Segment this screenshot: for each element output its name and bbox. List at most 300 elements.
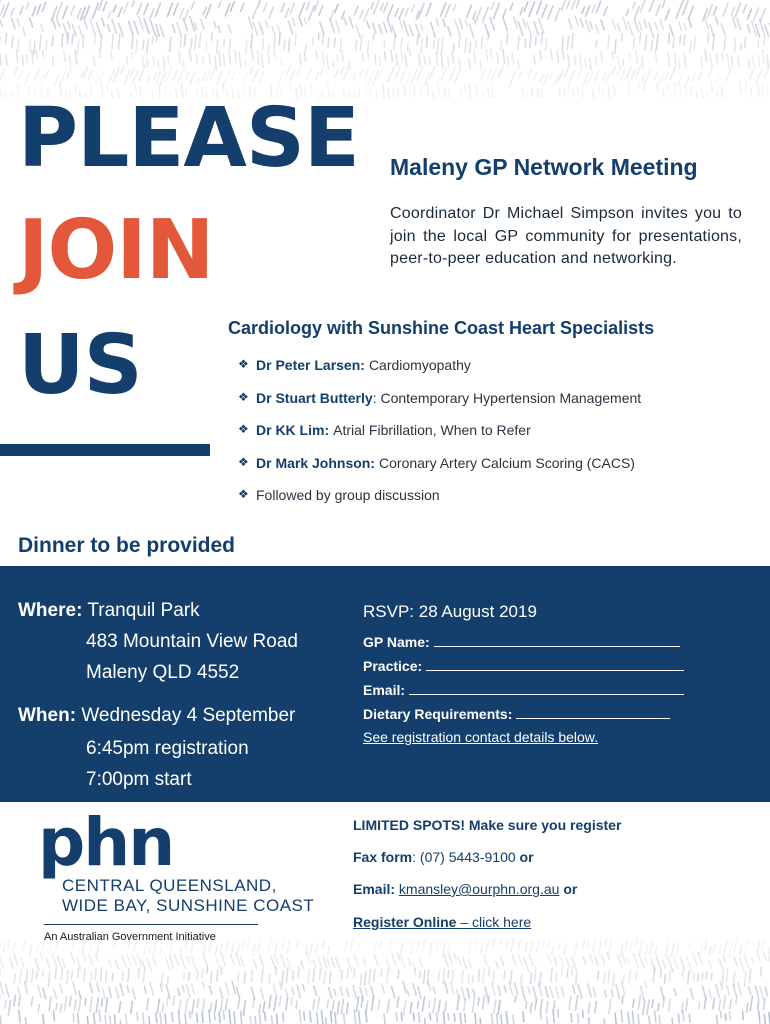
pattern-dash [364,9,369,21]
pattern-dash [22,55,23,65]
pattern-dash [274,997,276,1011]
pattern-dash [356,40,357,50]
pattern-dash [36,50,37,60]
pattern-dash [542,4,547,17]
pattern-dash [355,6,358,14]
pattern-dash [281,58,282,65]
pattern-dash [365,85,366,94]
pattern-dash [501,41,502,50]
pattern-dash [114,1015,115,1024]
pattern-dash [64,996,66,1010]
pattern-dash [77,41,78,55]
practice-field [363,656,684,674]
pattern-dash [173,996,174,1006]
pattern-dash [52,36,53,47]
pattern-dash [400,944,403,958]
pattern-dash [265,20,267,27]
pattern-dash [336,20,340,32]
pattern-dash [210,1004,211,1012]
pattern-dash [758,41,759,47]
pattern-dash [674,989,676,996]
pattern-dash [72,34,73,44]
pattern-dash [211,33,212,40]
pattern-dash [388,5,393,19]
pattern-dash [433,998,435,1013]
pattern-dash [710,25,714,36]
pattern-dash [42,50,43,56]
pattern-dash [190,17,195,31]
pattern-dash [400,68,406,83]
pattern-dash [373,34,374,40]
pattern-dash [473,998,475,1012]
pattern-dash [512,52,513,64]
pattern-dash [67,970,68,983]
pattern-dash [354,954,358,966]
pattern-dash [197,78,200,84]
pattern-dash [131,1002,133,1014]
pattern-dash [596,25,599,33]
pattern-dash [344,18,346,25]
or-text: or [519,849,534,865]
pattern-dash [753,8,758,21]
pattern-dash [587,938,589,947]
pattern-dash [617,24,619,31]
pattern-dash [665,72,668,80]
pattern-dash [152,37,153,43]
pattern-dash [288,38,289,51]
pattern-dash [531,943,533,952]
pattern-dash [298,967,299,977]
pattern-dash [73,1014,74,1022]
pattern-dash [192,1000,194,1014]
pattern-dash [144,986,146,993]
pattern-dash [279,996,281,1006]
pattern-dash [662,1,665,8]
pattern-dash [545,38,546,50]
list-item [238,487,641,520]
pattern-dash [716,984,719,997]
pattern-dash [740,82,741,94]
pattern-dash [531,973,532,984]
pattern-dash [457,996,459,1010]
pattern-dash [709,66,714,77]
pattern-dash [486,940,489,954]
pattern-dash [48,973,49,987]
pattern-dash [406,72,411,84]
pattern-dash [518,59,519,67]
pattern-dash [571,1014,572,1022]
pattern-dash [239,52,241,67]
pattern-dash [278,71,284,85]
pattern-dash [52,954,56,966]
pattern-dash [459,19,462,28]
pattern-dash [314,1,318,11]
pattern-dash [142,57,143,67]
pattern-dash [299,17,302,26]
pattern-dash [765,25,769,36]
pattern-dash [757,942,759,955]
pattern-dash [476,86,477,98]
pattern-dash [631,68,635,78]
pattern-dash [467,988,470,997]
pattern-dash [361,997,362,1007]
pattern-dash [351,939,353,951]
pattern-dash [281,3,284,12]
pattern-dash [103,2,106,11]
pattern-dash [716,17,718,24]
pattern-dash [147,998,149,1010]
pattern-dash [438,972,439,982]
pattern-dash [646,944,648,955]
click-here-link[interactable]: – click here [456,914,532,930]
pattern-dash [113,5,116,12]
when-line [18,705,295,727]
pattern-dash [257,51,259,65]
pattern-dash [622,996,623,1004]
pattern-dash [433,987,435,993]
online-line[interactable] [353,914,531,930]
pattern-dash [524,958,529,972]
pattern-dash [540,973,541,986]
pattern-dash [465,38,466,52]
pattern-dash [454,952,457,960]
pattern-dash [379,55,380,65]
pattern-dash [474,51,476,64]
when-label: When: [18,705,77,726]
pattern-dash [680,83,681,94]
pattern-dash [694,973,695,980]
pattern-dash [590,954,593,962]
pattern-dash [147,74,150,81]
pattern-dash [567,36,568,50]
pattern-dash [442,67,447,79]
pattern-dash [672,1018,673,1024]
pattern-dash [381,969,382,976]
pattern-dash [528,987,530,993]
pattern-dash [714,944,716,952]
pattern-dash [583,91,584,98]
pattern-dash [618,56,619,66]
pattern-dash [451,983,454,994]
pattern-dash [321,1011,322,1024]
pattern-dash [496,961,499,968]
pattern-dash [569,19,572,28]
pattern-dash [764,35,765,44]
pattern-dash [392,986,395,998]
pattern-dash [411,69,417,83]
pattern-dash [659,73,665,87]
pattern-dash [668,53,670,66]
pattern-dash [405,55,406,67]
fax-label: Fax form [353,849,413,865]
pattern-dash [583,956,586,964]
pattern-dash [184,974,185,980]
pattern-dash [395,66,400,78]
pattern-dash [252,51,253,60]
pattern-dash [132,0,134,6]
pattern-dash [458,956,461,965]
pattern-dash [100,35,101,50]
pattern-dash [279,33,280,45]
pattern-dash [262,969,263,982]
pattern-dash [252,10,255,19]
pattern-dash [760,9,765,22]
pattern-dash [75,49,77,64]
pattern-dash [545,987,548,998]
pattern-dash [118,7,122,17]
pattern-dash [63,6,68,18]
pattern-dash [328,38,329,48]
pattern-dash [359,1011,360,1023]
pattern-dash [653,967,654,982]
pattern-dash [223,72,229,87]
pattern-dash [498,1000,500,1014]
pattern-dash [629,969,630,982]
pattern-dash [702,973,703,980]
pattern-dash [480,1018,481,1024]
pattern-dash [546,1002,548,1013]
pattern-dash [557,50,558,62]
pattern-dash [5,1000,6,1008]
pattern-dash [469,59,470,69]
pattern-dash [683,1,688,15]
pattern-dash [734,957,737,966]
pattern-dash [180,9,184,19]
pattern-dash [162,1004,163,1013]
pattern-dash [139,17,143,31]
pattern-dash [368,53,369,60]
pattern-dash [309,6,315,20]
pattern-dash [55,74,59,85]
pattern-dash [423,939,425,949]
pattern-dash [465,20,467,27]
pattern-dash [387,968,388,983]
meeting-title: Maleny GP Network Meeting [390,154,698,180]
pattern-dash [283,1013,284,1022]
pattern-dash [261,988,264,998]
pattern-dash [243,1001,245,1016]
pattern-dash [741,44,742,50]
pattern-dash [632,1011,633,1024]
pattern-dash [32,7,36,16]
pattern-dash [700,943,702,955]
pattern-dash [654,71,657,79]
pattern-dash [14,954,18,965]
pattern-dash [175,955,178,965]
pattern-dash [144,4,148,14]
pattern-dash [599,942,601,954]
pattern-dash [62,34,63,47]
pattern-dash [0,20,2,26]
pattern-dash [420,971,421,977]
pattern-dash [199,34,200,48]
pattern-dash [418,986,421,998]
pattern-dash [337,55,338,61]
pattern-dash [211,972,212,983]
pattern-dash [333,61,334,67]
pattern-dash [452,971,453,983]
pattern-dash [762,941,764,951]
pattern-dash [313,1000,314,1009]
pattern-dash [257,1,260,8]
pattern-dash [285,8,289,17]
pattern-dash [676,942,679,955]
register-online-link[interactable]: Register Online [353,914,457,930]
pattern-dash [562,967,563,975]
pattern-dash [494,1000,496,1013]
pattern-dash [341,999,343,1013]
pattern-dash [738,982,741,995]
pattern-dash [253,22,257,35]
pattern-dash [679,60,680,69]
pattern-dash [468,959,471,968]
pattern-dash [753,56,754,64]
pattern-dash [443,1012,444,1024]
pattern-dash [738,56,739,67]
phn-logo [38,804,328,950]
pattern-dash [627,67,632,79]
pattern-dash [6,985,9,997]
pattern-dash [707,4,712,17]
heading-us: US [18,318,142,413]
pattern-dash [721,87,722,98]
pattern-dash [767,55,769,68]
pattern-dash [469,24,473,37]
pattern-dash [189,972,190,980]
pattern-dash [217,970,218,981]
pattern-dash [577,88,578,94]
pattern-dash [6,33,7,42]
pattern-dash [586,20,590,32]
pattern-dash [100,49,101,57]
pattern-dash [185,10,189,20]
see-details-link[interactable]: See registration contact details below. [363,729,599,745]
pattern-dash [172,25,175,33]
pattern-dash [71,953,75,963]
pattern-dash [54,989,57,999]
pattern-dash [399,9,403,19]
pattern-dash [683,1010,684,1021]
pattern-dash [124,70,130,85]
pattern-dash [277,1014,278,1024]
pattern-dash [192,957,197,971]
pattern-dash [760,20,765,34]
pattern-dash [595,957,598,965]
pattern-dash [269,996,271,1009]
pattern-dash [665,9,669,20]
pattern-dash [515,983,518,994]
pattern-dash [670,25,674,36]
pattern-dash [533,987,537,1001]
pattern-dash [13,944,14,951]
pattern-dash [187,957,190,964]
pattern-dash [529,955,533,966]
pattern-dash [57,2,63,17]
pattern-dash [713,7,716,15]
pattern-dash [758,1001,759,1009]
pattern-dash [301,961,304,969]
pattern-dash [182,985,184,992]
pattern-dash [655,23,658,31]
pattern-dash [586,6,590,16]
pattern-dash [220,1000,222,1012]
pattern-dash [25,74,29,84]
pattern-dash [669,33,670,43]
pattern-dash [490,18,494,31]
pattern-dash [321,67,324,75]
pattern-dash [52,18,55,28]
pattern-dash [740,959,744,972]
pattern-dash [628,1012,629,1024]
pattern-dash [206,43,207,51]
pattern-dash [627,958,629,965]
pattern-dash [63,24,68,38]
pattern-dash [642,74,645,81]
pattern-dash [384,1014,385,1024]
pattern-dash [174,3,178,14]
pattern-dash [93,4,99,19]
pattern-dash [214,22,216,28]
pattern-dash [101,968,102,981]
pattern-dash [481,947,482,953]
pattern-dash [530,36,531,48]
pattern-dash [384,3,388,12]
pattern-dash [761,967,762,976]
email-label: Email: [353,881,396,897]
when-value: Wednesday 4 September [81,705,296,726]
pattern-dash [527,23,531,35]
pattern-dash [231,956,234,964]
pattern-dash [596,40,597,46]
pattern-dash [755,986,759,999]
pattern-dash [488,70,491,78]
pattern-dash [268,54,269,63]
pattern-dash [719,959,723,971]
pattern-dash [415,968,416,975]
pattern-dash [711,83,712,92]
pattern-dash [263,1001,265,1012]
pattern-dash [593,941,595,951]
pattern-dash [691,73,695,83]
pattern-dash [521,974,522,984]
pattern-dash [407,43,408,50]
pattern-dash [67,33,68,44]
pattern-dash [515,996,516,1002]
pattern-dash [331,958,334,967]
pattern-dash [526,1001,527,1008]
pattern-dash [644,82,645,89]
pattern-dash [404,85,405,95]
pattern-dash [506,1012,507,1024]
pattern-dash [245,59,246,66]
pattern-dash [26,2,29,9]
pattern-dash [276,967,277,974]
pattern-dash [112,20,116,33]
list-item [238,422,641,455]
pattern-dash [552,947,554,955]
pattern-dash [727,985,730,995]
email-link[interactable]: kmansley@ourphn.org.au [398,881,560,897]
pattern-dash [189,72,195,86]
pattern-dash [392,954,396,966]
pattern-dash [99,0,103,10]
pattern-dash [645,69,650,82]
pattern-dash [394,35,395,49]
pattern-dash [397,997,399,1008]
pattern-dash [121,67,124,74]
pattern-dash [340,987,342,996]
pattern-dash [286,66,290,76]
